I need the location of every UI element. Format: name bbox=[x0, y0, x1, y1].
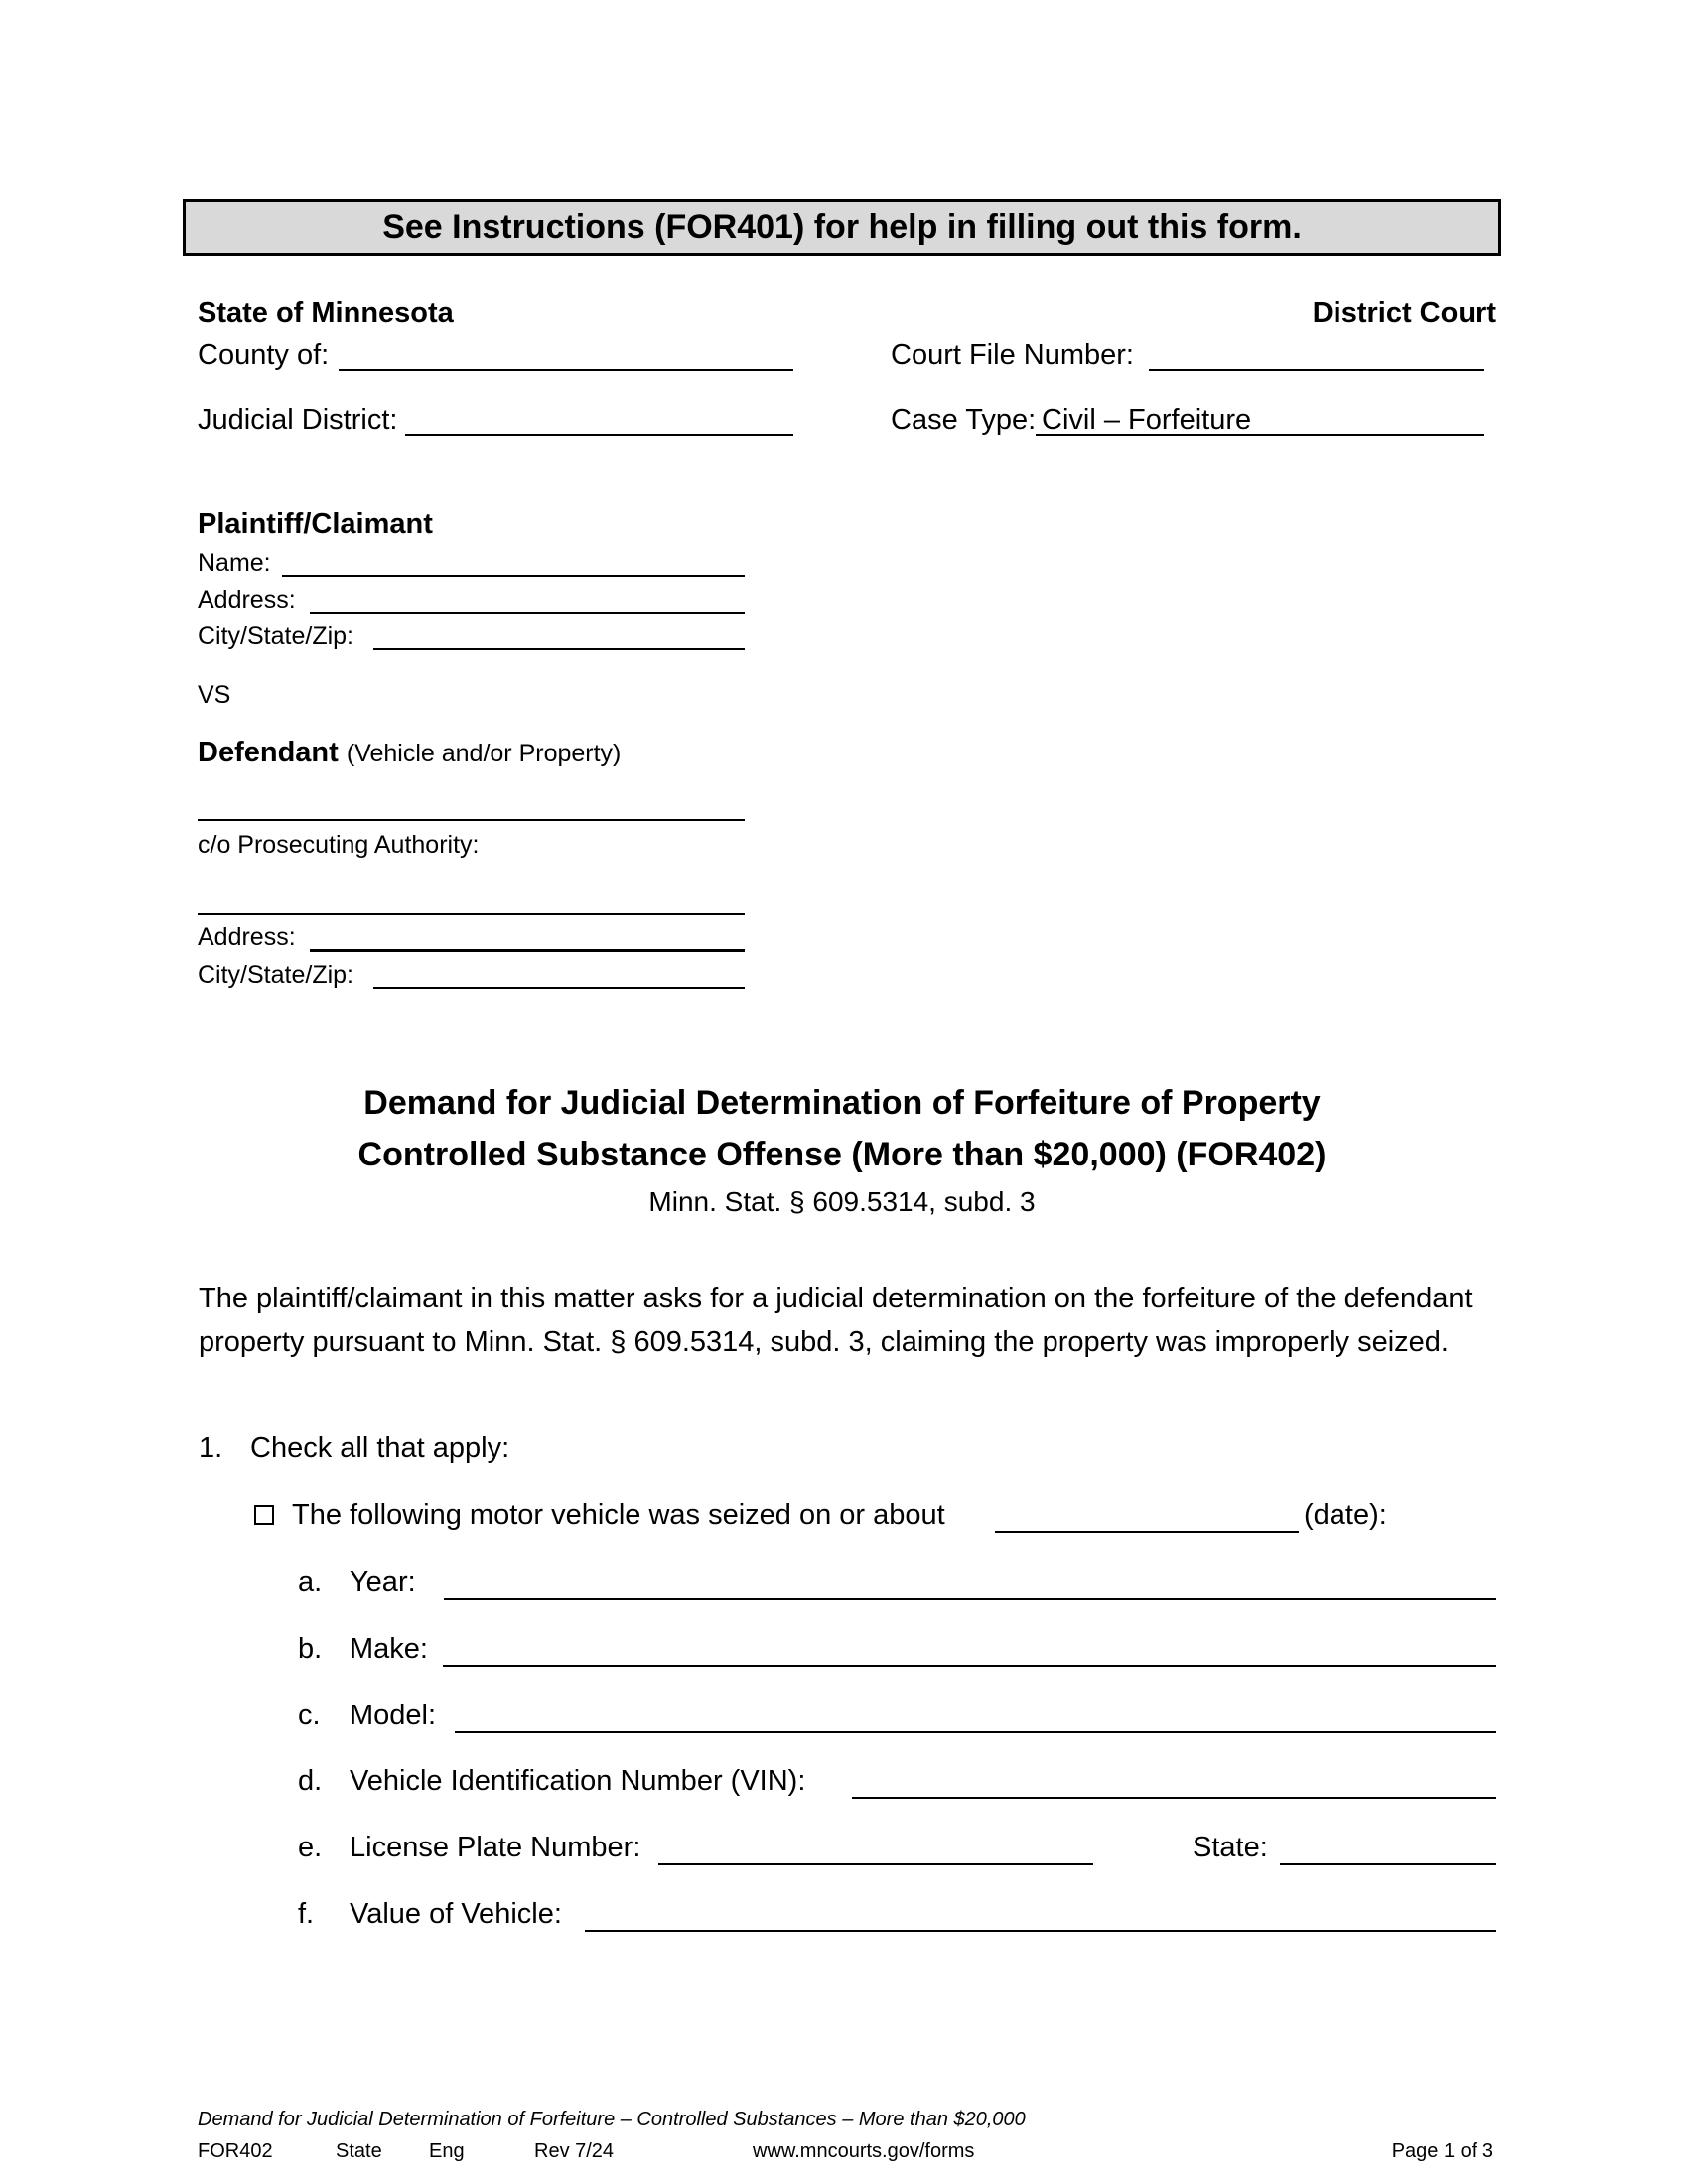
plaintiff-address-field[interactable] bbox=[310, 612, 745, 614]
court-file-number-field[interactable] bbox=[1149, 369, 1484, 371]
instructions-banner bbox=[183, 199, 1501, 256]
case-type-label: Case Type: bbox=[891, 404, 1037, 436]
field-d-letter: d. bbox=[298, 1765, 323, 1797]
vehicle-value-label: Value of Vehicle: bbox=[350, 1898, 562, 1930]
defendant-field[interactable] bbox=[198, 819, 745, 821]
case-type-field[interactable] bbox=[1036, 434, 1484, 436]
license-plate-label: License Plate Number: bbox=[350, 1832, 641, 1863]
plaintiff-city-field[interactable] bbox=[373, 648, 745, 650]
defendant-heading-row bbox=[198, 735, 621, 770]
footer-url[interactable]: www.mncourts.gov/forms bbox=[753, 2140, 975, 2162]
county-label: County of: bbox=[198, 340, 330, 371]
plate-state-label: State: bbox=[1193, 1832, 1268, 1863]
plaintiff-address-label: Address: bbox=[198, 586, 296, 614]
motor-vehicle-checkbox[interactable] bbox=[254, 1505, 274, 1525]
make-field[interactable] bbox=[443, 1665, 1496, 1667]
field-a-letter: a. bbox=[298, 1567, 323, 1598]
vin-label: Vehicle Identification Number (VIN): bbox=[350, 1765, 806, 1797]
year-label: Year: bbox=[350, 1567, 416, 1598]
make-label: Make: bbox=[350, 1633, 428, 1665]
prosecuting-authority-label: c/o Prosecuting Authority: bbox=[198, 831, 480, 859]
footer-rev: Rev 7/24 bbox=[534, 2140, 615, 2162]
field-c-letter: c. bbox=[298, 1700, 321, 1731]
item1-text: Check all that apply: bbox=[250, 1433, 510, 1464]
footer-page: Page 1 of 3 bbox=[1391, 2140, 1493, 2162]
field-e-letter: e. bbox=[298, 1832, 323, 1863]
item1-number: 1. bbox=[199, 1433, 223, 1464]
plaintiff-name-field[interactable] bbox=[282, 575, 745, 577]
defendant-heading: Defendant bbox=[198, 737, 339, 768]
field-f-letter: f. bbox=[298, 1898, 315, 1930]
defendant-address-field[interactable] bbox=[310, 949, 745, 952]
footer-state: State bbox=[336, 2140, 382, 2162]
plaintiff-heading: Plaintiff/Claimant bbox=[198, 508, 433, 540]
court-label: District Court bbox=[1312, 297, 1496, 329]
form-statute: Minn. Stat. § 609.5314, subd. 3 bbox=[648, 1186, 1036, 1217]
court-file-number-label: Court File Number: bbox=[891, 340, 1134, 371]
motor-vehicle-option-suffix: (date): bbox=[1304, 1499, 1387, 1531]
field-b-letter: b. bbox=[298, 1633, 323, 1665]
defendant-address-label: Address: bbox=[198, 923, 296, 951]
seizure-date-field[interactable] bbox=[995, 1531, 1299, 1533]
license-plate-field[interactable] bbox=[658, 1863, 1093, 1865]
judicial-district-label: Judicial District: bbox=[198, 404, 398, 436]
county-field[interactable] bbox=[339, 369, 793, 371]
case-type-value: Civil – Forfeiture bbox=[1042, 404, 1252, 436]
motor-vehicle-option-text: The following motor vehicle was seized on or about bbox=[292, 1499, 945, 1531]
model-label: Model: bbox=[350, 1700, 437, 1731]
judicial-district-field[interactable] bbox=[405, 434, 793, 436]
instructions-banner-text: See Instructions (FOR401) for help in filling out this form. bbox=[382, 207, 1302, 246]
vs-label: VS bbox=[198, 681, 231, 709]
model-field[interactable] bbox=[455, 1731, 1496, 1733]
intro-paragraph: The plaintiff/claimant in this matter asks for a judicial determination on the forfeiture of the defendant property pursuant to Minn. Stat. § 609.5314, subd. 3, claiming the property was improperly seized. bbox=[199, 1283, 1473, 1358]
footer-form-code: FOR402 bbox=[198, 2140, 273, 2162]
form-title-line2: Controlled Substance Offense (More than $20,000) (FOR402) bbox=[357, 1136, 1327, 1173]
footer-title: Demand for Judicial Determination of Forfeiture – Controlled Substances – More than $20,000 bbox=[198, 2109, 1026, 2130]
form-title-line1: Demand for Judicial Determination of Forfeiture of Property bbox=[363, 1084, 1321, 1122]
plaintiff-city-label: City/State/Zip: bbox=[198, 622, 353, 650]
vehicle-value-field[interactable] bbox=[585, 1930, 1496, 1932]
defendant-heading-note: (Vehicle and/or Property) bbox=[346, 740, 622, 767]
year-field[interactable] bbox=[444, 1598, 1496, 1600]
footer-lang: Eng bbox=[429, 2140, 465, 2162]
defendant-city-label: City/State/Zip: bbox=[198, 961, 353, 989]
state-label: State of Minnesota bbox=[198, 297, 454, 329]
plaintiff-name-label: Name: bbox=[198, 549, 271, 577]
vin-field[interactable] bbox=[852, 1797, 1496, 1799]
plate-state-field[interactable] bbox=[1280, 1863, 1496, 1865]
prosecuting-authority-field[interactable] bbox=[198, 913, 745, 915]
defendant-city-field[interactable] bbox=[373, 987, 745, 989]
